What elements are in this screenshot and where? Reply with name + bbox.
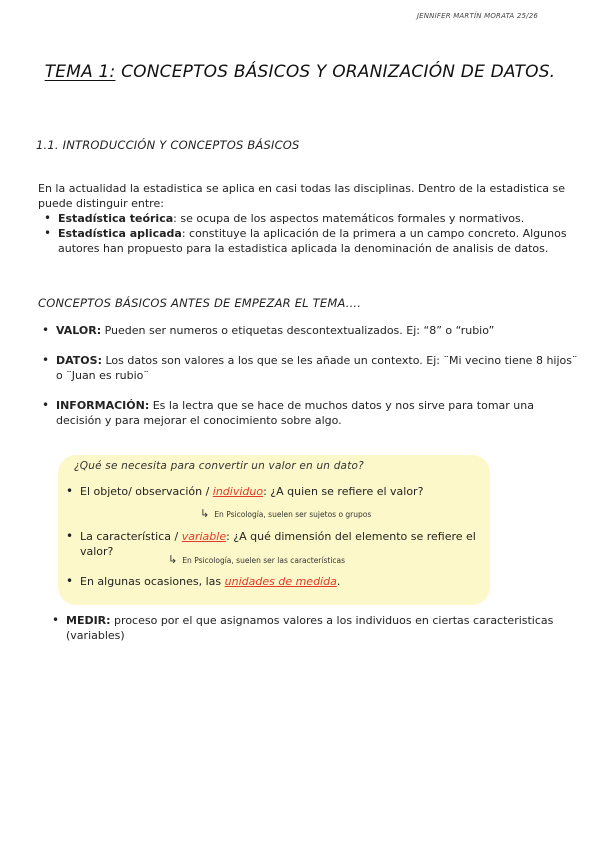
callout-list <box>60 574 490 589</box>
section1-intro: En la actualidad la estadistica se aplica en casi todas las disciplinas. Dentro de la estadistica se puede distinguir entre: <box>38 182 566 210</box>
list-item-term: MEDIR: <box>66 614 111 627</box>
list-item-text: Pueden ser numeros o etiquetas descontextualizados. Ej: “8” o “rubio” <box>101 324 495 337</box>
list-item: • El objeto/ observación / individuo: ¿A quien se refiere el valor? <box>60 484 490 499</box>
list-item <box>36 398 581 428</box>
list-item: • La característica / variable: ¿A qué dimensión del elemento se refiere el valor? <box>60 529 490 559</box>
highlight-variable: variable <box>181 530 227 543</box>
list-item: • En algunas ocasiones, las unidades de medida. <box>60 574 490 589</box>
list-item <box>46 613 586 643</box>
page-title <box>0 62 600 82</box>
list-item-term: INFORMACIÓN: <box>56 399 150 412</box>
note2-text: En Psicología, suelen ser las características <box>182 556 346 565</box>
section1-heading: 1.1. INTRODUCCIÓN Y CONCEPTOS BÁSICOS <box>36 138 300 152</box>
callout-list <box>60 484 490 499</box>
list-item-term: Estadística aplicada <box>58 227 182 240</box>
list-item <box>36 353 581 383</box>
section2-heading: CONCEPTOS BÁSICOS ANTES DE EMPEZAR EL TEMA.... <box>38 296 362 310</box>
note2 <box>168 548 345 567</box>
list-item-text: Es la lectra que se hace de muchos datos y nos sirve para tomar una decisión y para mejorar el conocimiento sobre algo. <box>56 399 534 427</box>
curved-arrow-icon: ↳ <box>168 553 178 566</box>
list-item-term: DATOS: <box>56 354 102 367</box>
list-item <box>38 226 568 256</box>
curved-arrow-icon: ↳ <box>200 507 210 520</box>
callout-title: ¿Qué se necesita para convertir un valor en un dato? <box>74 460 364 472</box>
title-prefix: TEMA 1: <box>44 62 116 82</box>
list-item-text: : constituye la aplicación de la primera a un campo concreto. Algunos autores han propuesto para la estadistica aplicada la denominación de analisis de datos. <box>58 227 567 255</box>
title-rest: CONCEPTOS BÁSICOS Y ORANIZACIÓN DE DATOS. <box>115 62 556 82</box>
section1-body <box>38 181 568 256</box>
list-item-term: VALOR: <box>56 324 102 337</box>
list-item <box>38 211 568 226</box>
list-item <box>36 323 581 338</box>
highlight-individuo: individuo <box>212 485 264 498</box>
section1-list <box>38 211 568 256</box>
list-item-term: Estadística teórica <box>58 212 174 225</box>
list-item-text: proceso por el que asignamos valores a los individuos en ciertas caracteristicas (variables) <box>66 614 554 642</box>
highlight-unidades: unidades de medida <box>224 575 337 588</box>
note1-text: En Psicología, suelen ser sujetos o grupos <box>214 510 372 519</box>
list-item-text: Los datos son valores a los que se les añade un contexto. Ej: ¨Mi vecino tiene 8 hijos¨ o ¨Juan es rubio¨ <box>56 354 578 382</box>
author-header: JENNIFER MARTÍN MORATA 25/26 <box>416 12 538 20</box>
section2-list <box>36 323 581 428</box>
note1 <box>200 502 371 521</box>
medir-list <box>46 613 586 643</box>
list-item-text: : se ocupa de los aspectos matemáticos formales y normativos. <box>173 212 525 225</box>
